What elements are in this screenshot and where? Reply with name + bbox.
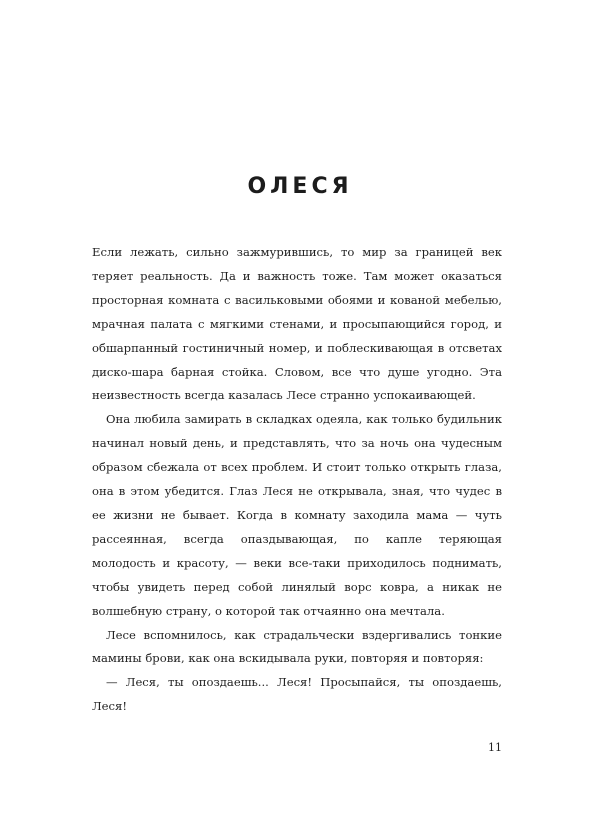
chapter-title: ОЛЕСЯ [247, 174, 353, 199]
page-number: 11 [488, 741, 502, 754]
paragraph-1: Если лежать, сильно зажмурившись, то мир за границей век теряет реальность. Да и важность тоже. Там может оказаться просторная комната с васильковыми обоями и кованой мебелью, мрачная палата с мягкими стенами, и просыпающийся город, и обшарпанный гостиничный номер, и поблескивающая в отсветах диско-шара барная стойка. Словом, все что душе угодно. Эта неизвестность всегда казалась Лесе странно успокаивающей. [92, 245, 502, 403]
paragraph-2: Она любила замирать в складках одеяла, как только будильник начинал новый день, и представлять, что за ночь она чудесным образом сбежала от всех проблем. И стоит только открыть глаза, она в этом убедится. Глаз Леся не открывала, зная, что чудес в ее жизни не бывает. Когда в комнату заходила мама — чуть рассеянная, всегда опаздывающая, по капле теряющая молодость и красоту, — веки все-таки приходилось поднимать, чтобы увидеть перед собой линялый ворс ковра, а никак не волшебную страну, о которой так отчаянно она мечтала. [92, 412, 502, 618]
paragraph-4-dialogue: — Леся, ты опоздаешь... Леся! Просыпайся, ты опоздаешь, Леся! [92, 675, 502, 714]
body-text [92, 241, 502, 719]
paragraph-3: Лесе вспомнилось, как страдальчески вздергивались тонкие мамины брови, как она вскидывала руки, повторяя и повторяя: [92, 627, 502, 666]
